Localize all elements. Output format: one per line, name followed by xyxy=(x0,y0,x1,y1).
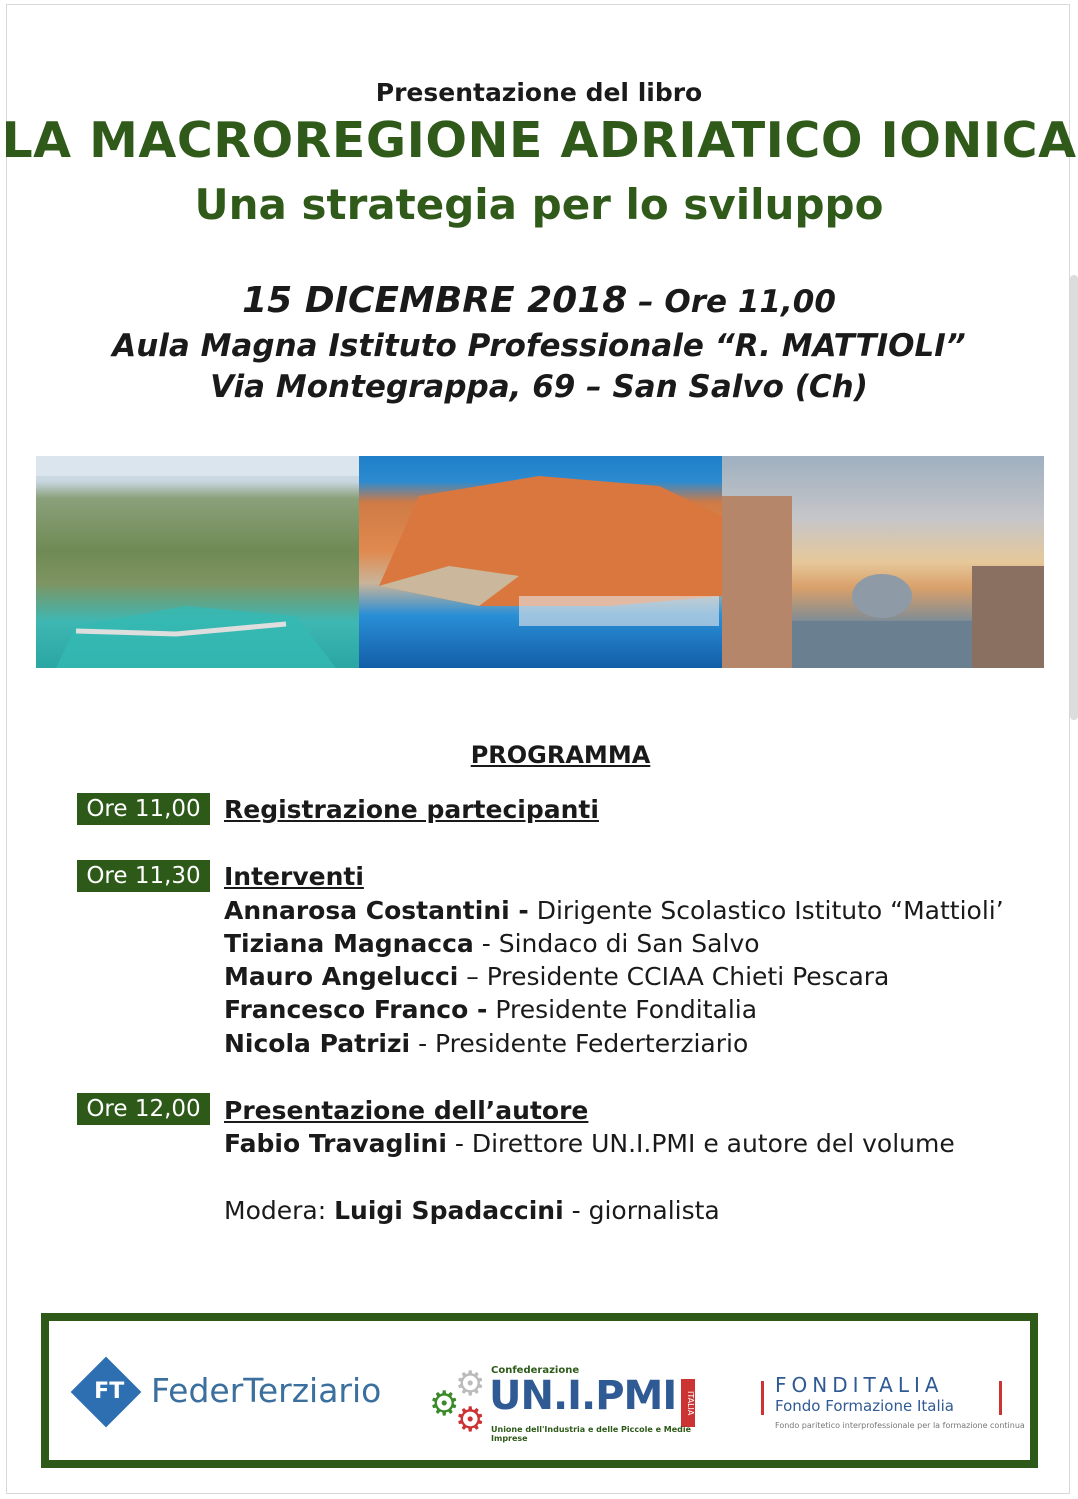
speaker-name: Tiziana Magnacca xyxy=(224,929,474,958)
time-badge-1: Ore 11,00 xyxy=(77,793,210,825)
federterziario-mark-icon: FT xyxy=(71,1357,142,1428)
speaker-name: Nicola Patrizi xyxy=(224,1029,411,1058)
time-badge-2: Ore 11,30 xyxy=(77,860,210,892)
fonditalia-bar-left xyxy=(761,1381,764,1415)
slot-author-title: Presentazione dell’autore xyxy=(224,1096,589,1125)
book-subtitle: Una strategia per lo sviluppo xyxy=(194,180,884,229)
unipmi-name: UN.I.PMI xyxy=(489,1373,677,1419)
event-date xyxy=(0,280,1078,321)
slot-registration-title: Registrazione partecipanti xyxy=(224,795,599,824)
author-name: Fabio Travaglini xyxy=(224,1129,447,1158)
moderator-name: Luigi Spadaccini xyxy=(334,1196,564,1225)
federterziario-logo xyxy=(71,1359,391,1439)
speaker-role: - Sindaco di San Salvo xyxy=(473,929,760,958)
fonditalia-bar-right xyxy=(999,1381,1002,1415)
speaker-name: Annarosa Costantini - xyxy=(224,896,529,925)
speaker-role: - Presidente Federterziario xyxy=(410,1029,749,1058)
slot-interventi-title: Interventi xyxy=(224,862,364,891)
speaker-name: Francesco Franco - xyxy=(224,995,488,1024)
unipmi-confederazione: Confederazione xyxy=(491,1365,580,1376)
speaker-role: – Presidente CCIAA Chieti Pescara xyxy=(458,962,890,991)
event-venue: Aula Magna Istituto Professionale “R. MATTIOLI” xyxy=(112,328,966,364)
book-title: LA MACROREGIONE ADRIATICO IONICA xyxy=(1,112,1077,169)
speaker-line xyxy=(224,962,889,991)
speaker-line xyxy=(224,929,760,958)
speaker-line xyxy=(224,995,757,1024)
gear-icon: ⚙ xyxy=(455,1400,486,1440)
photo-venice xyxy=(722,456,1044,668)
moderator-role: - giornalista xyxy=(563,1196,720,1225)
event-date-day: 15 DICEMBRE 2018 xyxy=(242,280,628,321)
speaker-line xyxy=(224,896,1004,925)
speaker-role: Presidente Fonditalia xyxy=(487,995,758,1024)
speaker-name: Mauro Angelucci xyxy=(224,962,459,991)
event-time: – Ore 11,00 xyxy=(627,284,836,320)
moderator-line xyxy=(224,1196,720,1225)
photo-dubrovnik xyxy=(359,456,722,668)
sponsor-logos-box xyxy=(41,1313,1038,1468)
federterziario-text: FederTerziario xyxy=(151,1371,382,1410)
photo-san-salvo-coast xyxy=(36,456,359,668)
gear-icon: ⚙ xyxy=(429,1384,460,1424)
fonditalia-title: FONDITALIA xyxy=(775,1373,944,1397)
program-heading: PROGRAMMA xyxy=(470,741,651,769)
unipmi-logo xyxy=(429,1359,729,1449)
author-role: - Direttore UN.I.PMI e autore del volume xyxy=(446,1129,955,1158)
fonditalia-subtitle: Fondo Formazione Italia xyxy=(775,1397,954,1415)
moderator-label: Modera: xyxy=(224,1196,335,1225)
time-badge-3: Ore 12,00 xyxy=(77,1093,210,1125)
speaker-role: Dirigente Scolastico Istituto “Mattioli’ xyxy=(528,896,1004,925)
book-presentation-label: Presentazione del libro xyxy=(375,78,703,107)
unipmi-italia: ITALIA xyxy=(681,1379,695,1427)
gear-icon: ⚙ xyxy=(455,1364,486,1404)
speaker-line xyxy=(224,1029,748,1058)
photo-strip xyxy=(36,456,1044,668)
author-line xyxy=(224,1129,955,1158)
event-address: Via Montegrappa, 69 – San Salvo (Ch) xyxy=(210,369,868,405)
fonditalia-tagline: Fondo paritetico interprofessionale per la formazione continua xyxy=(775,1421,1025,1430)
unipmi-subtitle: Unione dell'Industria e delle Piccole e Medie Imprese xyxy=(491,1425,692,1443)
fonditalia-logo xyxy=(745,1349,1025,1459)
